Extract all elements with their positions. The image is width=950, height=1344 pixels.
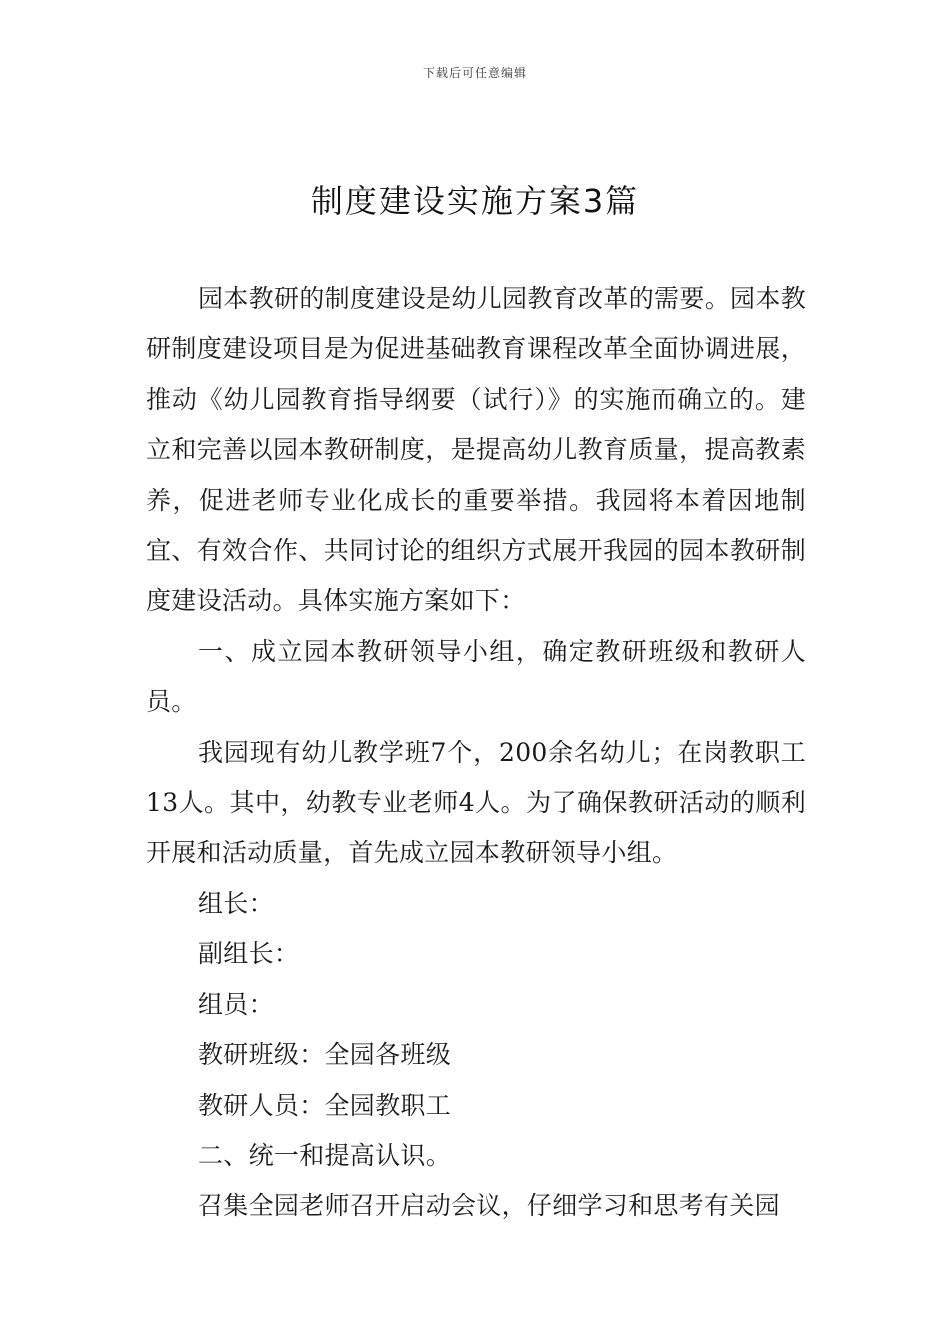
paragraph-deputy-leader: 副组长： [198, 939, 300, 969]
paragraph-section-two-heading: 二、统一和提高认识。 [198, 1140, 452, 1170]
paragraph-meeting: 召集全园老师召开启动会议，仔细学习和思考有关园 [198, 1191, 780, 1221]
document-title: 制度建设实施方案3篇 [310, 182, 640, 220]
paragraph-section-one-heading: 一、成立园本教研领导小组，确定教研班级和教研人员。 [146, 636, 806, 717]
paragraph-research-classes: 教研班级：全园各班级 [198, 1040, 452, 1070]
paragraph-staff-info: 我园现有幼儿教学班7个，200余名幼儿；在岗教职工13人。其中，幼教专业老师4人。为了确保教研活动的顺利开展和活动质量，首先成立园本教研领导小组。 [146, 737, 806, 868]
paragraph-intro: 园本教研的制度建设是幼儿园教育改革的需要。园本教研制度建设项目是为促进基础教育课程改革全面协调进展，推动《幼儿园教育指导纲要（试行）》的实施而确立的。建立和完善以园本教研制度，是提高幼儿教育质量，提高教素养，促进老师专业化成长的重要举措。我园将本着因地制宜、有效合作、共同讨论的组织方式展开我园的园本教研制度建设活动。具体实施方案如下： [146, 284, 806, 616]
paragraph-members: 组员： [198, 989, 274, 1019]
paragraph-leader: 组长： [198, 888, 274, 918]
header-note: 下载后可任意编辑 [422, 66, 527, 80]
paragraph-research-staff: 教研人员：全园教职工 [198, 1090, 452, 1120]
document-body [146, 274, 806, 1232]
